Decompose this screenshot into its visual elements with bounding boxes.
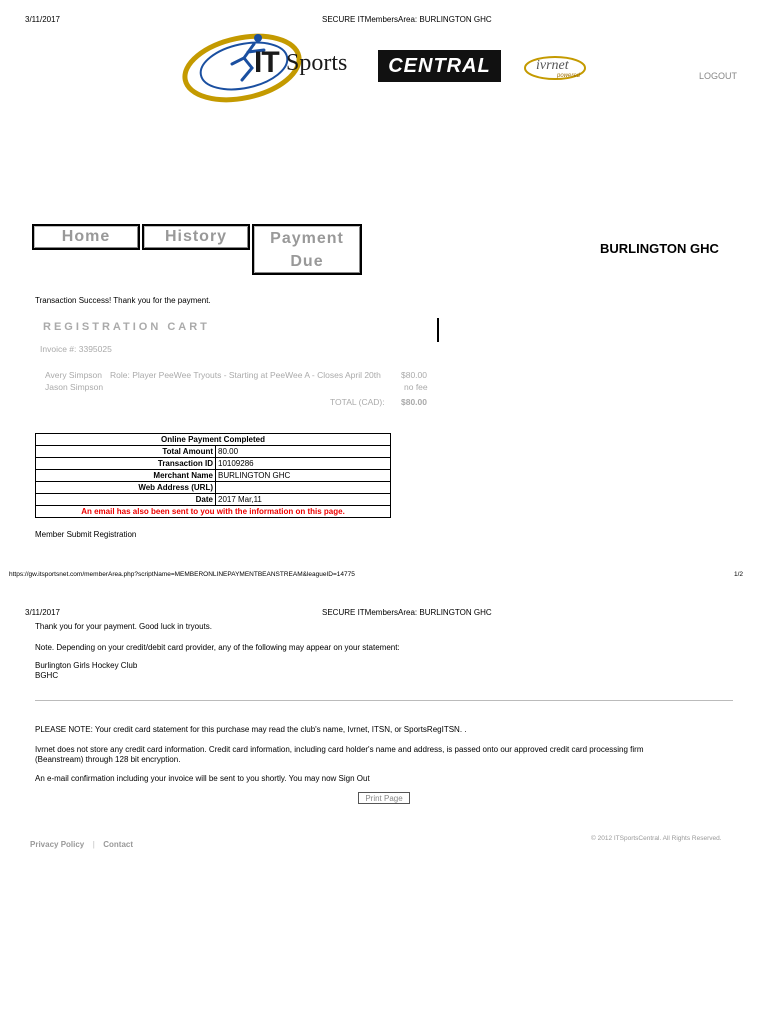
- logout-link[interactable]: LOGOUT: [699, 71, 738, 81]
- please-note-text: PLEASE NOTE: Your credit card statement for this purchase may read the club's name, Ivrnet, ITSN, or SportsRegITSN. .: [35, 725, 467, 734]
- registration-cart-title: REGISTRATION CART: [43, 321, 210, 333]
- print-page-button[interactable]: Print Page: [358, 792, 410, 804]
- email-notice: An email has also been sent to you with the information on this page.: [36, 506, 391, 518]
- nav-payment-due-button[interactable]: [252, 224, 362, 275]
- row-label: Total Amount: [36, 446, 216, 458]
- table-row: [36, 494, 391, 506]
- print-date: 3/11/2017: [25, 608, 60, 617]
- section-divider: [35, 700, 733, 701]
- logo-sports-text: Sports: [286, 50, 348, 76]
- table-row: [36, 458, 391, 470]
- table-row: [36, 446, 391, 458]
- cart-item-role: Role: Player PeeWee Tryouts - Starting at PeeWee A - Closes April 20th: [110, 370, 381, 380]
- row-value: 2017 Mar,11: [216, 494, 391, 506]
- table-row: [36, 482, 391, 494]
- contact-link[interactable]: Contact: [103, 840, 134, 849]
- logo-it-text: IT: [254, 46, 279, 79]
- copyright-text: © 2012 ITSportsCentral. All Rights Reserved.: [591, 835, 722, 842]
- nav-home-button[interactable]: [32, 224, 140, 250]
- print-page-number: 1/2: [734, 571, 744, 578]
- nav-history-label: History: [164, 228, 228, 245]
- cart-item-name: Avery Simpson: [45, 370, 103, 380]
- print-date: 3/11/2017: [25, 15, 60, 24]
- text-cursor: [437, 318, 439, 342]
- payment-details-table: [35, 433, 391, 518]
- ivrnet-powered-text: powered: [557, 73, 581, 79]
- statement-note: Note. Depending on your credit/debit card provider, any of the following may appear on your statement:: [35, 643, 400, 652]
- member-submit-note: Member Submit Registration: [35, 530, 137, 539]
- nav-payment-due-label-1: Payment: [270, 230, 344, 247]
- row-label: Web Address (URL): [36, 482, 216, 494]
- cart-item-amount: no fee: [404, 382, 428, 392]
- statement-name-short: BGHC: [35, 671, 59, 680]
- privacy-policy-link[interactable]: Privacy Policy: [30, 840, 85, 849]
- invoice-number: Invoice #: 3395025: [40, 344, 112, 354]
- row-value: 80.00: [216, 446, 391, 458]
- statement-name-full: Burlington Girls Hockey Club: [35, 661, 138, 670]
- cart-item-amount: $80.00: [401, 370, 427, 380]
- ivrnet-security-text-2: (Beanstream) through 128 bit encryption.: [35, 755, 181, 764]
- row-value: BURLINGTON GHC: [216, 470, 391, 482]
- cart-total-value: $80.00: [401, 397, 427, 407]
- ivrnet-logo-text: ivrnet: [536, 58, 569, 73]
- row-label: Merchant Name: [36, 470, 216, 482]
- transaction-success-message: Transaction Success! Thank you for the payment.: [35, 296, 211, 305]
- cart-item-name: Jason Simpson: [45, 382, 104, 392]
- cart-total-label: TOTAL (CAD):: [330, 397, 385, 407]
- email-confirmation-text: An e-mail confirmation including your invoice will be sent to you shortly. You may now Sign Out: [35, 774, 370, 783]
- nav-history-button[interactable]: [142, 224, 250, 250]
- thanks-message: Thank you for your payment. Good luck in tryouts.: [35, 622, 212, 631]
- footer-separator: |: [92, 840, 95, 849]
- row-label: Transaction ID: [36, 458, 216, 470]
- payment-table-heading: Online Payment Completed: [36, 434, 391, 446]
- row-value: [216, 482, 391, 494]
- nav-payment-due-label-2: Due: [290, 253, 324, 270]
- row-value: 10109286: [216, 458, 391, 470]
- logo-central-text: CENTRAL: [378, 50, 501, 82]
- row-label: Date: [36, 494, 216, 506]
- club-name-heading: BURLINGTON GHC: [600, 241, 719, 256]
- print-title: SECURE ITMembersArea: BURLINGTON GHC: [322, 608, 492, 617]
- print-url: https://gw.itsportsnet.com/memberArea.php?scriptName=MEMBERONLINEPAYMENTBEANSTREAM&leagueID=14775: [9, 571, 355, 578]
- ivrnet-security-text-1: Ivrnet does not store any credit card information. Credit card information, including card holder's name and address, is passed onto our approved credit card processing firm: [35, 745, 644, 754]
- print-title: SECURE ITMembersArea: BURLINGTON GHC: [322, 15, 492, 24]
- nav-home-label: Home: [61, 228, 111, 245]
- table-row: [36, 470, 391, 482]
